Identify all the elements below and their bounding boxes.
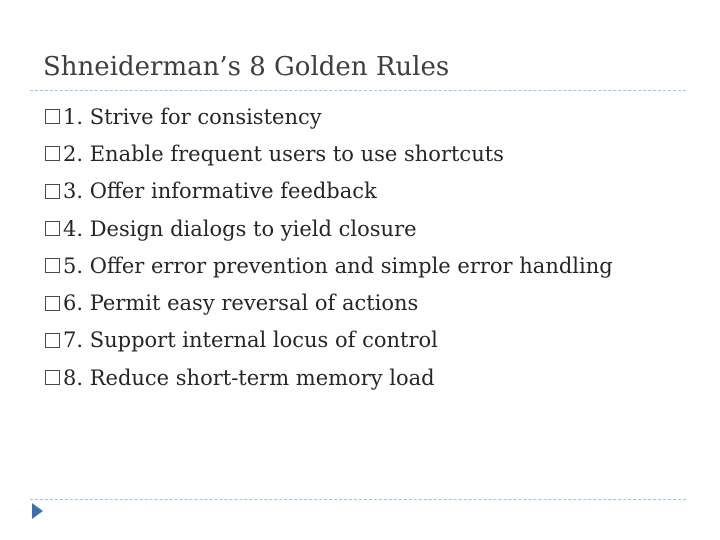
bullet-text: 5. Offer error prevention and simple error handling — [63, 253, 613, 278]
bullet-text: 6. Permit easy reversal of actions — [63, 291, 419, 316]
square-bullet-icon — [45, 109, 60, 124]
list-item — [45, 322, 613, 359]
bullet-text: 3. Offer informative feedback — [63, 179, 377, 204]
square-bullet-icon — [45, 333, 60, 348]
list-item — [45, 284, 613, 321]
bullet-text: 8. Reduce short-term memory load — [63, 365, 435, 390]
list-item — [45, 98, 613, 135]
bullet-text: 4. Design dialogs to yield closure — [63, 216, 417, 241]
bullet-text: 2. Enable frequent users to use shortcuts — [63, 141, 504, 166]
list-item — [45, 173, 613, 210]
square-bullet-icon — [45, 221, 60, 236]
square-bullet-icon — [45, 296, 60, 311]
bullet-text: 7. Support internal locus of control — [63, 328, 438, 353]
square-bullet-icon — [45, 370, 60, 385]
list-item — [45, 359, 613, 396]
footer-divider — [30, 499, 686, 500]
triangle-right-icon — [32, 503, 43, 519]
bullet-list — [45, 98, 613, 396]
list-item — [45, 135, 613, 172]
list-item — [45, 247, 613, 284]
slide-title: Shneiderman’s 8 Golden Rules — [43, 52, 450, 82]
title-divider — [30, 90, 686, 91]
list-item — [45, 210, 613, 247]
square-bullet-icon — [45, 146, 60, 161]
square-bullet-icon — [45, 184, 60, 199]
bullet-text: 1. Strive for consistency — [63, 104, 322, 129]
square-bullet-icon — [45, 258, 60, 273]
